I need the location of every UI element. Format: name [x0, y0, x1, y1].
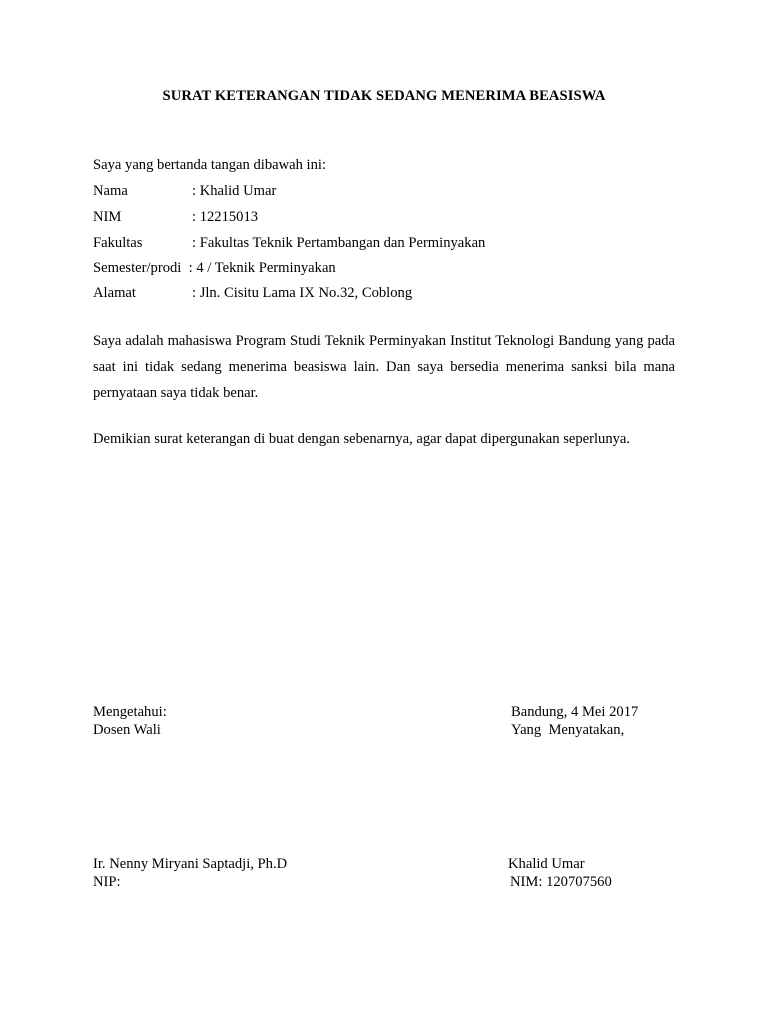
field-value-fakultas: : Fakultas Teknik Pertambangan dan Perminyakan: [192, 235, 486, 251]
sig-left-heading: Mengetahui:: [93, 704, 167, 720]
field-label-nim: NIM: [93, 209, 122, 225]
intro-line: Saya yang bertanda tangan dibawah ini:: [93, 157, 327, 173]
field-label-nama: Nama: [93, 183, 128, 199]
sig-right-role: Yang Menyatakan,: [511, 722, 625, 738]
field-label-alamat: Alamat: [93, 285, 136, 301]
sig-right-id: NIM: 120707560: [510, 874, 612, 890]
sig-left-id: NIP:: [93, 874, 121, 890]
field-value-alamat: : Jln. Cisitu Lama IX No.32, Coblong: [192, 285, 413, 301]
field-nama: [93, 183, 276, 200]
field-nim: [93, 209, 258, 226]
field-semester: [93, 260, 336, 277]
field-value-nim: : 12215013: [192, 209, 259, 225]
sig-right-name: Khalid Umar: [508, 856, 585, 872]
field-label-fakultas: Fakultas: [93, 235, 143, 251]
field-value-nama: : Khalid Umar: [192, 183, 277, 199]
field-label-semester: Semester/prodi: [93, 260, 182, 276]
sig-right-place-date: Bandung, 4 Mei 2017: [511, 704, 639, 720]
letter-title: SURAT KETERANGAN TIDAK SEDANG MENERIMA BEASISWA: [162, 88, 606, 104]
closing-paragraph: Demikian surat keterangan di buat dengan sebenarnya, agar dapat dipergunakan seperlunya.: [93, 431, 631, 447]
field-fakultas: [93, 235, 485, 252]
sig-left-name: Ir. Nenny Miryani Saptadji, Ph.D: [93, 856, 288, 872]
field-value-semester: : 4 / Teknik Perminyakan: [181, 260, 336, 276]
statement-paragraph: Saya adalah mahasiswa Program Studi Teknik Perminyakan Institut Teknologi Bandung yang pada saat ini tidak sedang menerima beasiswa lain. Dan saya bersedia menerima sanksi bila mana pernyataan saya tidak benar.: [93, 333, 675, 401]
field-alamat: [93, 285, 412, 302]
sig-left-role: Dosen Wali: [93, 722, 161, 738]
